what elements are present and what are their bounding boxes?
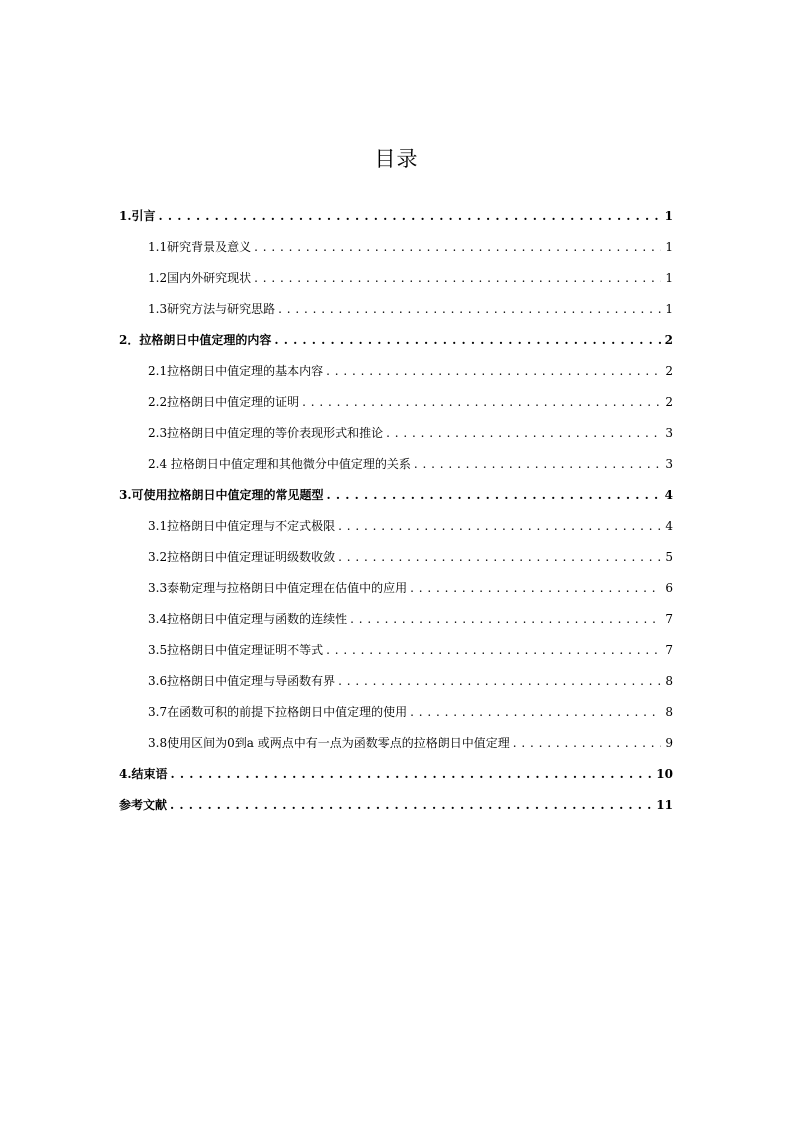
toc-page-number: 1 [665, 271, 673, 285]
toc-entry[interactable] [119, 263, 673, 294]
toc-page-number: 2 [665, 395, 673, 409]
toc-leader-dots [410, 697, 661, 728]
toc-entry-label: 3.5拉格朗日中值定理证明不等式 [148, 643, 324, 657]
toc-entry-label: 参考文献 [119, 798, 168, 812]
toc-entry[interactable] [119, 759, 673, 790]
toc-page-number: 7 [665, 612, 673, 626]
toc-entry-label: 2.2拉格朗日中值定理的证明 [148, 395, 300, 409]
toc-entry-label: 3.可使用拉格朗日中值定理的常见题型 [119, 488, 324, 502]
toc-entry[interactable] [119, 542, 673, 573]
toc-leader-dots [350, 604, 661, 635]
toc-entry[interactable] [119, 356, 673, 387]
toc-leader-dots [274, 325, 660, 356]
toc-page-number: 6 [665, 581, 673, 595]
toc-page-number: 10 [656, 767, 673, 781]
toc-page-number: 1 [665, 240, 673, 254]
toc-leader-dots [278, 294, 661, 325]
toc-page-number: 8 [665, 674, 673, 688]
toc-entry[interactable] [119, 418, 673, 449]
toc-leader-dots [410, 573, 661, 604]
toc-entry-label: 2.4 拉格朗日中值定理和其他微分中值定理的关系 [148, 457, 411, 471]
toc-leader-dots [338, 511, 661, 542]
toc-list [119, 201, 673, 821]
toc-entry-label: 2．拉格朗日中值定理的内容 [119, 333, 272, 347]
toc-entry-label: 3.4拉格朗日中值定理与函数的连续性 [148, 612, 348, 626]
toc-entry-label: 3.7在函数可积的前提下拉格朗日中值定理的使用 [148, 705, 408, 719]
toc-leader-dots [302, 387, 661, 418]
toc-leader-dots [171, 759, 653, 790]
toc-page-number: 2 [665, 364, 673, 378]
toc-entry[interactable] [119, 666, 673, 697]
toc-entry-label: 3.8使用区间为0到a 或两点中有一点为函数零点的拉格朗日中值定理 [148, 736, 510, 750]
toc-leader-dots [254, 232, 661, 263]
toc-entry[interactable] [119, 387, 673, 418]
toc-leader-dots [159, 201, 661, 232]
toc-page-number: 4 [665, 519, 673, 533]
toc-leader-dots [326, 356, 661, 387]
toc-entry-label: 3.3泰勒定理与拉格朗日中值定理在估值中的应用 [148, 581, 408, 595]
toc-leader-dots [338, 542, 661, 573]
toc-entry[interactable] [119, 201, 673, 232]
toc-page-number: 5 [665, 550, 673, 564]
toc-entry-label: 1.引言 [119, 209, 156, 223]
toc-entry[interactable] [119, 697, 673, 728]
toc-leader-dots [170, 790, 652, 821]
toc-entry[interactable] [119, 573, 673, 604]
toc-leader-dots [254, 263, 661, 294]
toc-entry-label: 1.1研究背景及意义 [148, 240, 252, 254]
toc-entry-label: 4.结束语 [119, 767, 168, 781]
toc-entry[interactable] [119, 232, 673, 263]
toc-leader-dots [414, 449, 661, 480]
toc-page-number: 9 [665, 736, 673, 750]
toc-entry[interactable] [119, 480, 673, 511]
toc-page-number: 3 [665, 457, 673, 471]
toc-entry[interactable] [119, 325, 673, 356]
toc-leader-dots [386, 418, 661, 449]
toc-entry[interactable] [119, 728, 673, 759]
toc-page-number: 1 [665, 302, 673, 316]
toc-entry-label: 3.2拉格朗日中值定理证明级数收敛 [148, 550, 336, 564]
toc-title: 目录 [374, 147, 419, 171]
toc-page-number: 11 [656, 798, 673, 812]
toc-entry-label: 2.1拉格朗日中值定理的基本内容 [148, 364, 324, 378]
toc-leader-dots [327, 480, 661, 511]
toc-page-number: 8 [665, 705, 673, 719]
toc-entry[interactable] [119, 294, 673, 325]
toc-entry[interactable] [119, 511, 673, 542]
toc-page-number: 7 [665, 643, 673, 657]
toc-page-number: 2 [664, 333, 673, 347]
toc-leader-dots [513, 728, 662, 759]
toc-page-number: 4 [664, 488, 673, 502]
toc-leader-dots [338, 666, 661, 697]
toc-page-number: 1 [664, 209, 673, 223]
toc-entry[interactable] [119, 790, 673, 821]
toc-entry-label: 3.6拉格朗日中值定理与导函数有界 [148, 674, 336, 688]
toc-entry-label: 1.2国内外研究现状 [148, 271, 252, 285]
toc-leader-dots [326, 635, 661, 666]
toc-entry-label: 2.3拉格朗日中值定理的等价表现形式和推论 [148, 426, 384, 440]
toc-entry-label: 1.3研究方法与研究思路 [148, 302, 276, 316]
toc-entry-label: 3.1拉格朗日中值定理与不定式极限 [148, 519, 336, 533]
toc-entry[interactable] [119, 449, 673, 480]
toc-entry[interactable] [119, 635, 673, 666]
toc-page-number: 3 [665, 426, 673, 440]
toc-entry[interactable] [119, 604, 673, 635]
